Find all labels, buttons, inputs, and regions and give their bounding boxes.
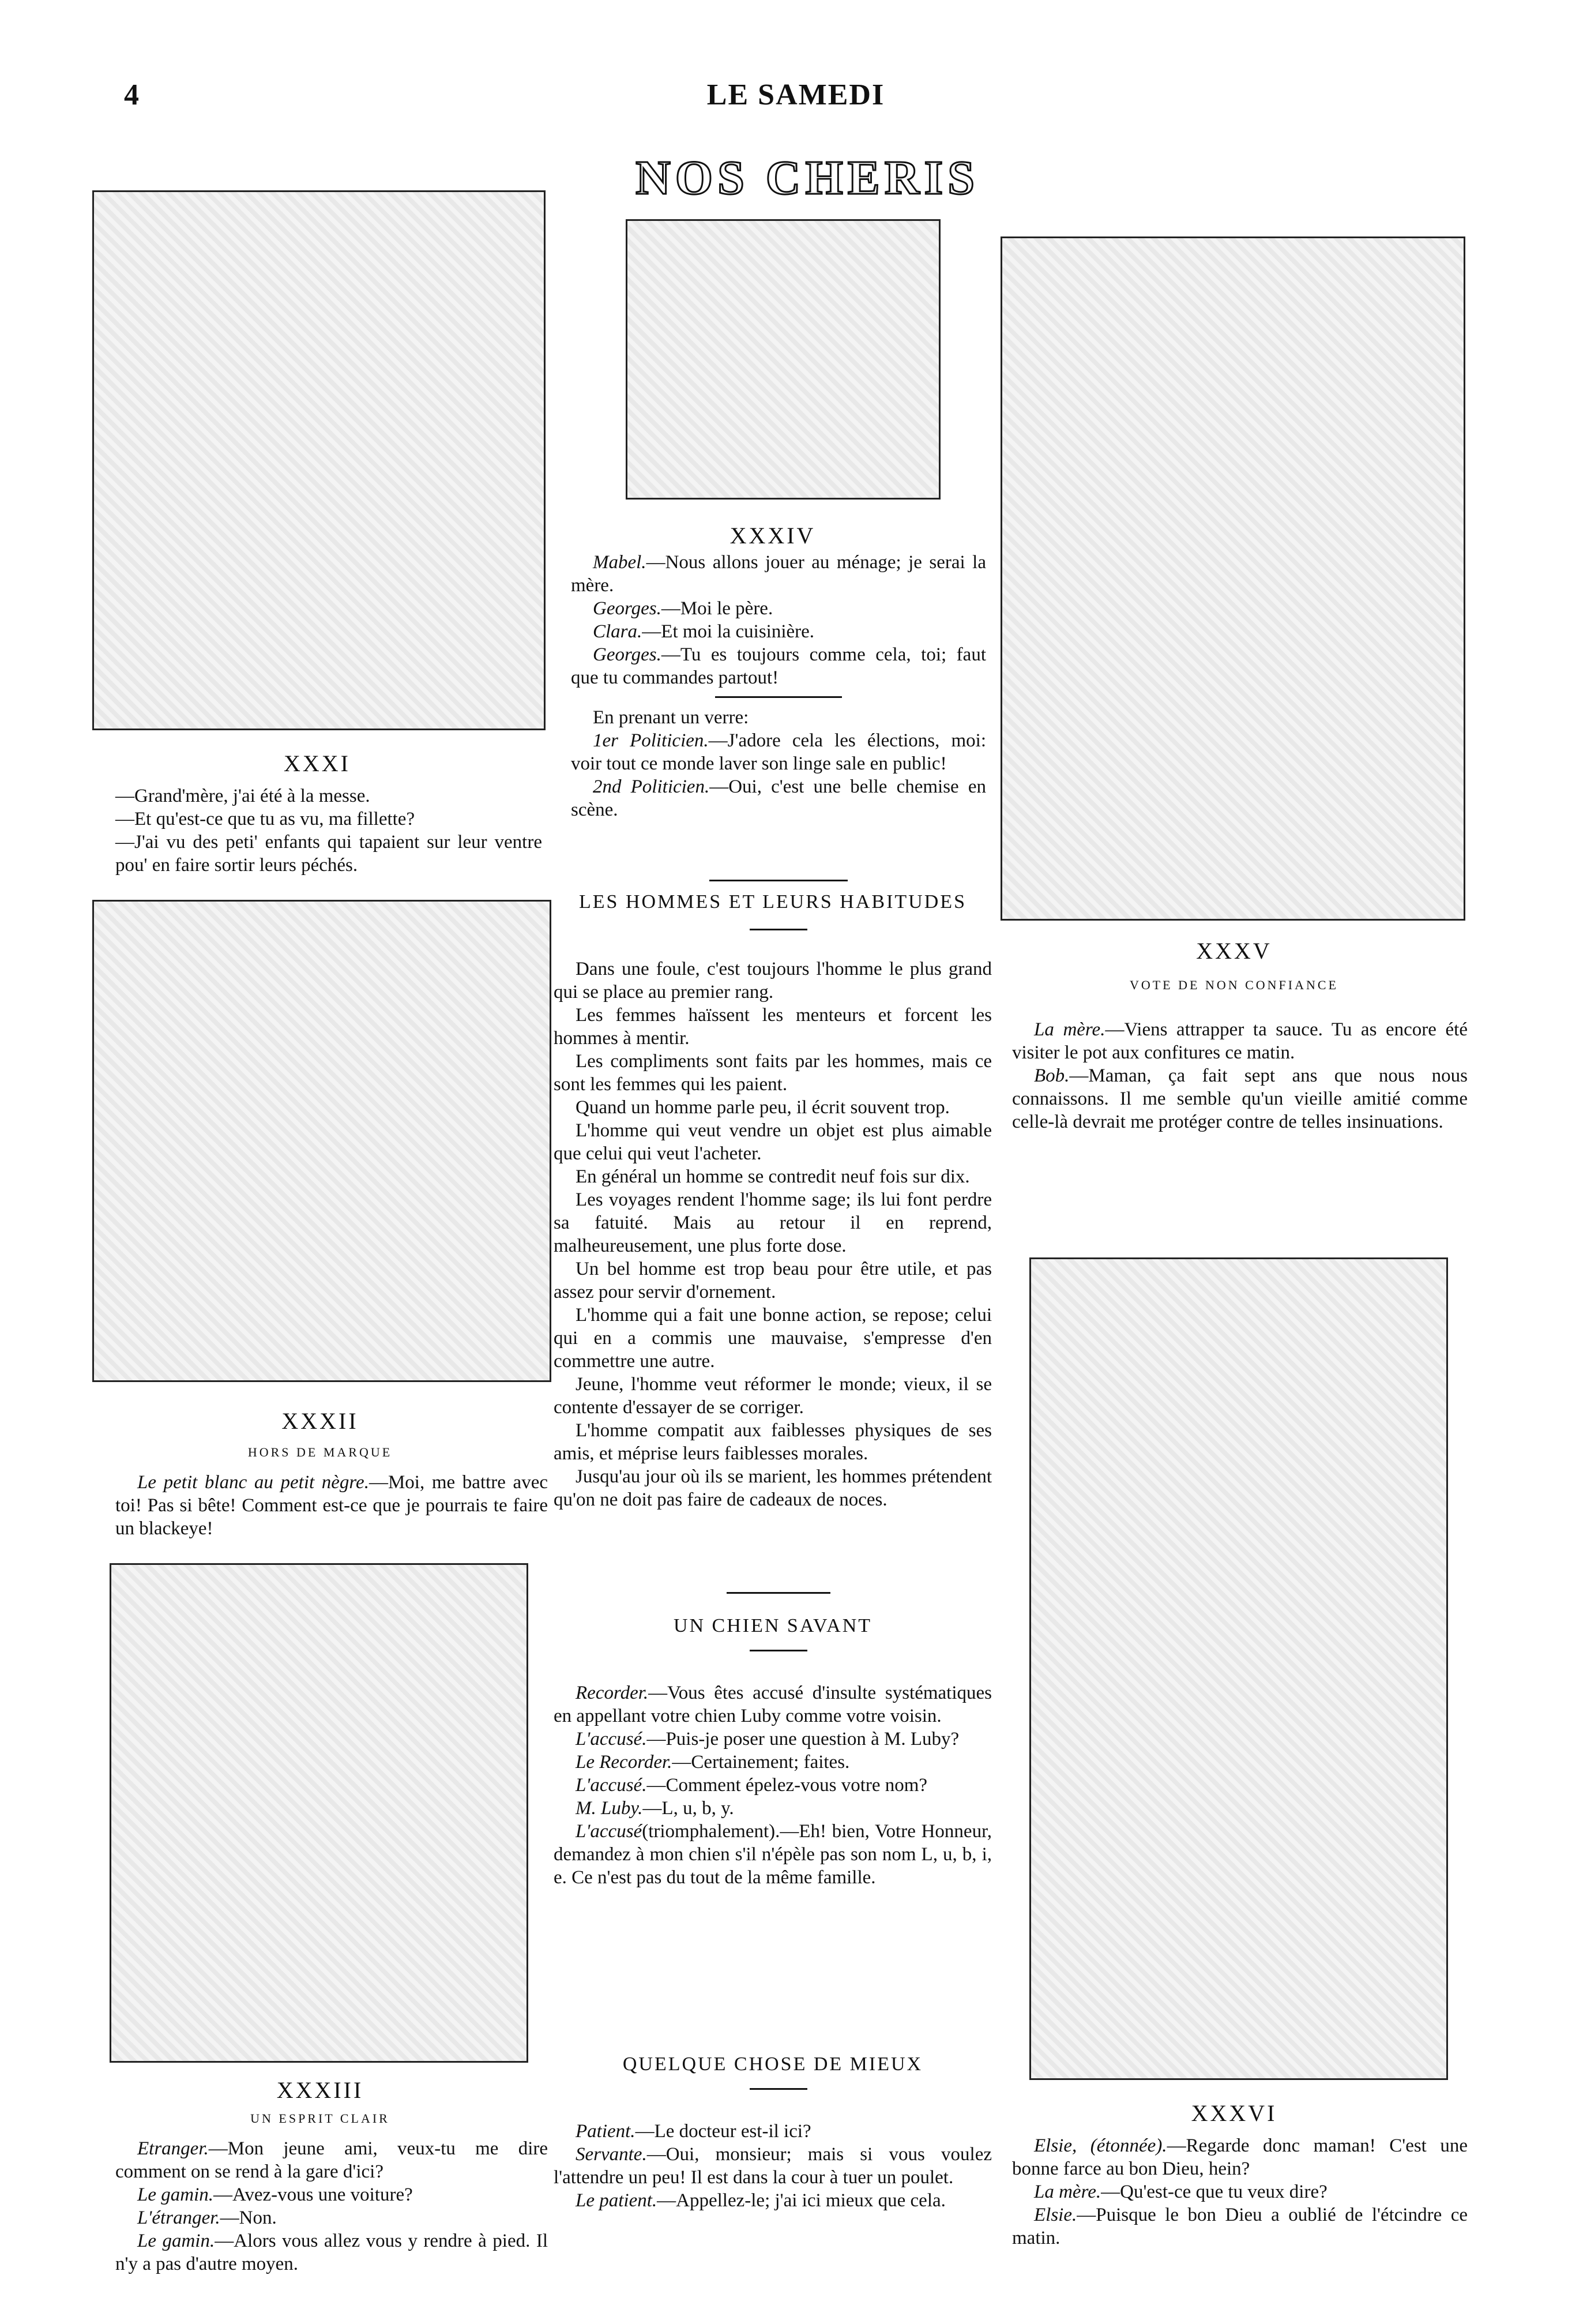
- caption-subtitle: UN ESPRIT CLAIR: [250, 2111, 390, 2126]
- heading-hommes: LES HOMMES ET LEURS HABITUDES: [579, 891, 967, 913]
- dialogue-text: —Regarde donc maman! C'est une bonne farce au bon Dieu, hein?: [1012, 2135, 1468, 2179]
- speaker: L'accusé.: [576, 1775, 647, 1796]
- paragraph: Jusqu'au jour où ils se marient, les hommes prétendent qu'on ne doit pas faire de cadeaux de noces.: [554, 1466, 992, 1510]
- dialogue-text: —J'adore cela les élections, moi: voir tout ce monde laver son linge sale en public!: [571, 730, 986, 774]
- speaker: Etranger.: [137, 2138, 209, 2159]
- caption-number: XXXVI: [1191, 2100, 1277, 2126]
- dialogue-text: —Mon jeune ami, veux-tu me dire comment on se rend à la gare d'ici?: [115, 2138, 548, 2182]
- story-xxxvi: [1012, 2134, 1468, 2250]
- speaker: Mabel.: [593, 552, 646, 573]
- speaker: M. Luby.: [576, 1798, 643, 1819]
- paragraph: Les femmes haïssent les menteurs et forcent les hommes à mentir.: [554, 1005, 992, 1049]
- caption-subtitle: VOTE DE NON CONFIANCE: [1129, 978, 1339, 992]
- divider: [750, 1650, 807, 1651]
- speaker: Patient.: [576, 2121, 635, 2142]
- dialogue-text: —Vous êtes accusé d'insulte systématiques en appellant votre chien Luby comme votre voisin.: [554, 1683, 992, 1726]
- paragraph: Dans une foule, c'est toujours l'homme le plus grand qui se place au premier rang.: [554, 959, 992, 1003]
- dialogue-text: —Nous allons jouer au ménage; je serai la mère.: [571, 552, 986, 596]
- dialogue-text: —Et moi la cuisinière.: [642, 621, 815, 642]
- caption-number: XXXIV: [729, 523, 816, 549]
- dialogue-line: —Et qu'est-ce que tu as vu, ma fillette?: [115, 809, 415, 829]
- article-mieux: [554, 2120, 992, 2212]
- paragraph: L'homme qui veut vendre un objet est plus aimable que celui qui veut l'acheter.: [554, 1120, 992, 1164]
- story-xxxiv: [571, 551, 986, 821]
- paragraph: Quand un homme parle peu, il écrit souvent trop.: [576, 1097, 950, 1118]
- speaker: Servante.: [576, 2144, 647, 2165]
- speaker: Georges.: [593, 644, 661, 665]
- dialogue-text: —Oui, monsieur; mais si vous voulez l'attendre un peu! Il est dans la cour à tuer un poulet.: [554, 2144, 992, 2188]
- speaker: Recorder.: [576, 1683, 649, 1703]
- divider: [709, 880, 848, 881]
- dialogue-text: —Non.: [220, 2207, 277, 2228]
- dialogue-text: —Qu'est-ce que tu veux dire?: [1101, 2182, 1327, 2202]
- illustration-mother-boy: [1001, 236, 1465, 921]
- dialogue-line: —Grand'mère, j'ai été à la messe.: [115, 786, 370, 806]
- caption-subtitle: HORS DE MARQUE: [247, 1445, 393, 1459]
- dialogue-text: —Alors vous allez vous y rendre à pied. Il n'y a pas d'autre moyen.: [115, 2231, 548, 2274]
- caption-number: XXXV: [1196, 938, 1272, 964]
- paragraph: Un bel homme est trop beau pour être utile, et pas assez pour servir d'ornement.: [554, 1259, 992, 1302]
- dialogue-text: —Appellez-le; j'ai ici mieux que cela.: [657, 2190, 946, 2211]
- speaker: Le patient.: [576, 2190, 657, 2211]
- speaker: La mère.: [1034, 2182, 1101, 2202]
- speaker: Georges.: [593, 598, 661, 619]
- divider: [750, 2088, 807, 2090]
- illustration-grandmother-girl: [92, 190, 546, 730]
- dialogue-text: —Maman, ça fait sept ans que nous nous connaissons. Il me semble qu'un vieille amitié comme celle-là devrait me protéger contre de telles insinuations.: [1012, 1065, 1468, 1132]
- divider: [750, 929, 807, 930]
- speaker: 2nd Politicien.: [593, 776, 710, 797]
- speaker: L'étranger.: [137, 2207, 220, 2228]
- article-hommes: [554, 958, 992, 1511]
- caption-number: XXXII: [281, 1408, 359, 1434]
- paragraph: L'homme compatit aux faiblesses physiques de ses amis, et méprise leurs faiblesses morales.: [554, 1420, 992, 1464]
- paragraph: Les voyages rendent l'homme sage; ils lui font perdre sa fatuité. Mais au retour il en reprend, malheureusement, une plus forte dose.: [554, 1189, 992, 1256]
- dialogue-text: —Oui, c'est une belle chemise en scène.: [571, 776, 987, 820]
- section-title: NOS CHERIS: [635, 151, 979, 205]
- dialogue-text: —Le docteur est-il ici?: [635, 2121, 811, 2142]
- speaker: Le petit blanc au petit nègre.: [137, 1472, 369, 1493]
- dialogue-text: —Certainement; faites.: [672, 1752, 850, 1773]
- dialogue-text: —Puis-je poser une question à M. Luby?: [646, 1729, 960, 1749]
- dialogue-text: —Moi, me battre avec toi! Pas si bête! Comment est-ce que je pourrais te faire un blackeye!: [115, 1472, 548, 1539]
- dialogue-text: (triomphalement).—Eh! bien, Votre Honneur, demandez à mon chien s'il n'épèle pas son nom L, u, b, i, e. Ce n'est pas du tout de la même famille.: [554, 1821, 992, 1888]
- speaker: Le gamin.: [137, 2231, 215, 2251]
- speaker: L'accusé: [576, 1821, 642, 1842]
- speaker: La mère.: [1034, 1019, 1105, 1040]
- dialogue-text: —Viens attrapper ta sauce. Tu as encore été visiter le pot aux confitures ce matin.: [1012, 1019, 1468, 1063]
- article-chien: [554, 1681, 992, 1889]
- story-xxxii: [115, 1471, 548, 1540]
- divider: [715, 696, 842, 698]
- story-xxxv: [1012, 1018, 1468, 1133]
- intro-line: En prenant un verre:: [593, 707, 749, 728]
- story-xxxi: [115, 784, 542, 877]
- speaker: L'accusé.: [576, 1729, 647, 1749]
- caption-number: XXXIII: [276, 2077, 364, 2103]
- dialogue-text: —Puisque le bon Dieu a oublié de l'étcindre ce matin.: [1012, 2205, 1468, 2248]
- caption-number: XXXI: [284, 750, 351, 776]
- speaker: Le Recorder.: [576, 1752, 672, 1773]
- paragraph: Les compliments sont faits par les hommes, mais ce sont les femmes qui les paient.: [554, 1051, 992, 1095]
- dialogue-text: —Tu es toujours comme cela, toi; faut que tu commandes partout!: [571, 644, 986, 688]
- story-xxxiii: [115, 2137, 548, 2276]
- speaker: Elsie.: [1034, 2205, 1077, 2225]
- paragraph: L'homme qui a fait une bonne action, se repose; celui qui en a commis une mauvaise, s'empresse d'en commettre une autre.: [554, 1305, 992, 1372]
- speaker: Le gamin.: [137, 2184, 213, 2205]
- heading-mieux: QUELQUE CHOSE DE MIEUX: [622, 2053, 923, 2075]
- heading-chien: UN CHIEN SAVANT: [673, 1615, 873, 1636]
- dialogue-text: —Comment épelez-vous votre nom?: [646, 1775, 928, 1796]
- speaker: Bob.: [1034, 1065, 1070, 1086]
- dialogue-line: —J'ai vu des peti' enfants qui tapaient sur leur ventre pou' en faire sortir leurs péchés.: [115, 832, 542, 876]
- speaker: Elsie, (étonnée).: [1034, 2135, 1167, 2156]
- journal-title: LE SAMEDI: [706, 78, 885, 111]
- dialogue-text: —L, u, b, y.: [642, 1798, 734, 1819]
- illustration-two-boys: [92, 900, 551, 1382]
- paragraph: Jeune, l'homme veut réformer le monde; vieux, il se contente d'essayer de se corriger.: [554, 1374, 992, 1418]
- illustration-three-children: [626, 219, 941, 500]
- page-number: 4: [124, 78, 139, 111]
- dialogue-text: —Moi le père.: [661, 598, 773, 619]
- illustration-winter-mother-child: [1029, 1257, 1448, 2080]
- divider: [727, 1592, 830, 1594]
- illustration-stranger-boy: [110, 1563, 528, 2063]
- paragraph: En général un homme se contredit neuf fois sur dix.: [576, 1166, 970, 1187]
- dialogue-text: —Avez-vous une voiture?: [213, 2184, 413, 2205]
- speaker: 1er Politicien.: [593, 730, 709, 751]
- speaker: Clara.: [593, 621, 642, 642]
